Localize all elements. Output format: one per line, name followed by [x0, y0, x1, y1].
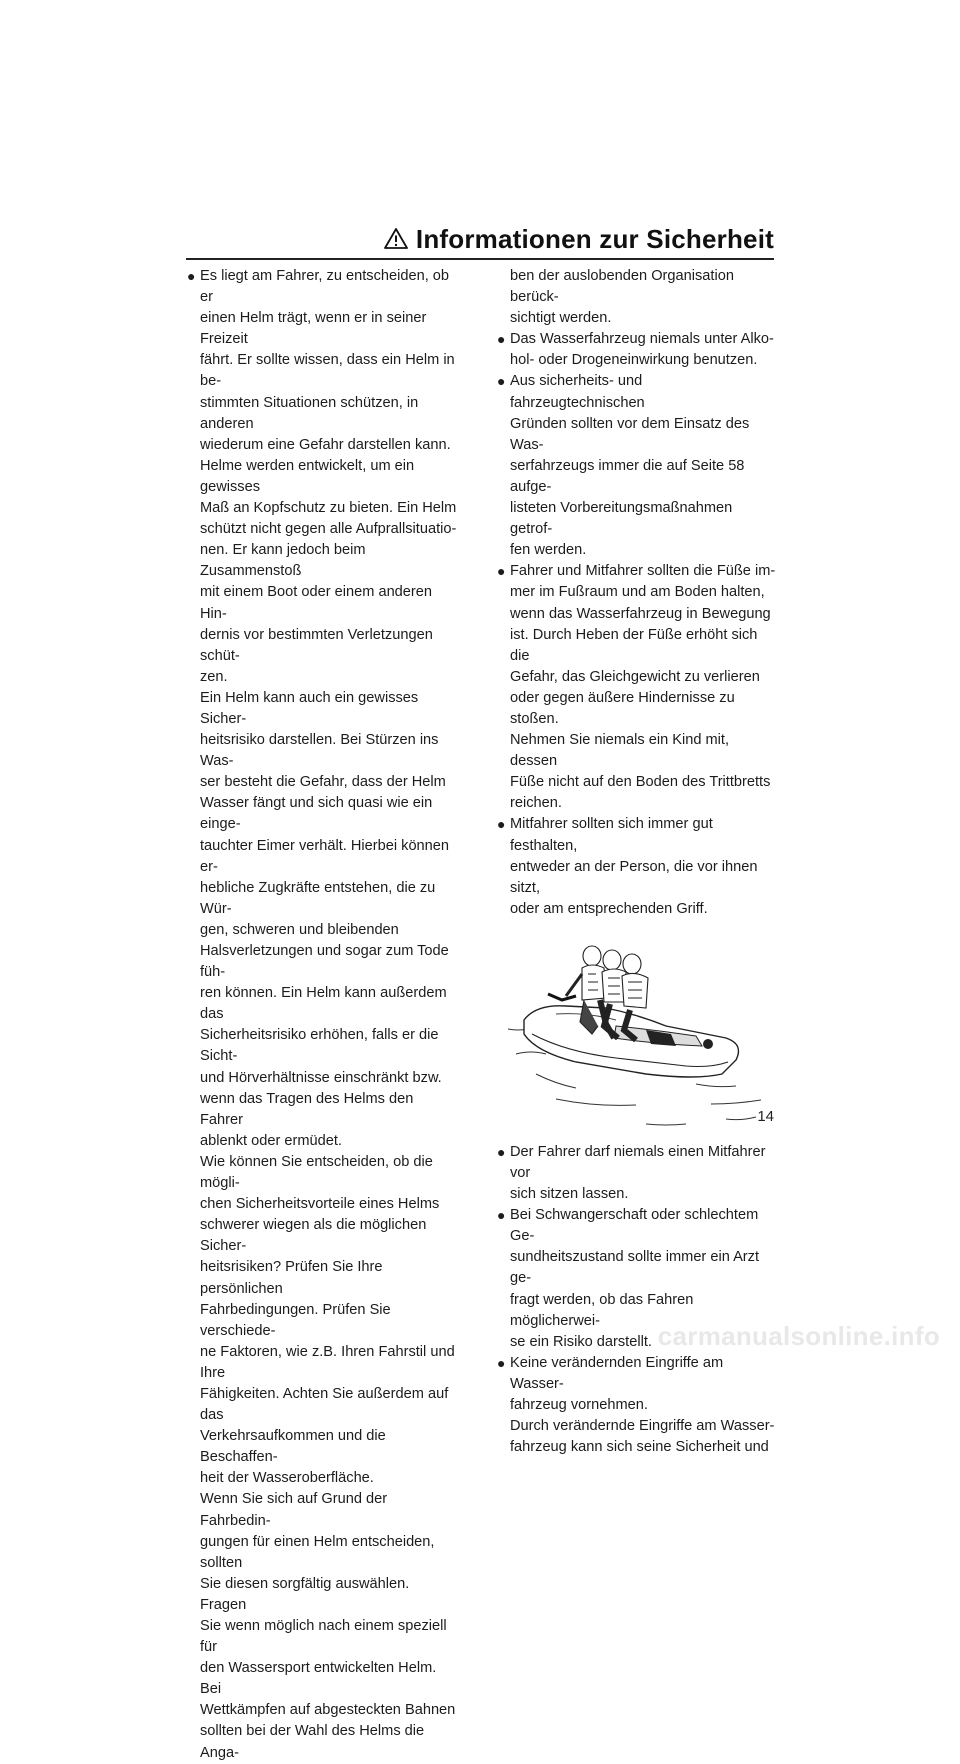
page-title: Informationen zur Sicherheit	[415, 223, 774, 254]
text-line: Aus sicherheits- und fahrzeugtechnischen	[510, 373, 645, 411]
text-line: fahrzeug vornehmen.	[510, 1397, 648, 1414]
watermark	[0, 1322, 960, 1358]
text-line: mer im Fußraum und am Boden halten,	[510, 584, 765, 601]
list-item	[496, 814, 776, 919]
text-line: den Wassersport entwickelten Helm. Bei	[200, 1660, 437, 1698]
header-rule	[186, 258, 774, 260]
text-line: ne Faktoren, wie z.B. Ihren Fahrstil und Ihre	[200, 1343, 455, 1381]
text-line: Durch verändernde Eingriffe am Wasser-	[510, 1418, 775, 1435]
text-line: ser besteht die Gefahr, dass der Helm	[200, 774, 446, 791]
text-line: heitsrisiko darstellen. Bei Stürzen ins Was-	[200, 732, 439, 770]
bullet-symbol: ●	[497, 1354, 506, 1371]
text-line: sich sitzen lassen.	[510, 1186, 629, 1203]
text-line: wenn das Tragen des Helms den Fahrer	[200, 1090, 414, 1128]
text-line: gen, schweren und bleibenden	[200, 921, 399, 938]
text-line: reichen.	[510, 795, 562, 812]
bullet-symbol: ●	[497, 373, 506, 390]
text-line: hebliche Zugkräfte entstehen, die zu Wür-	[200, 879, 436, 917]
list-item	[496, 329, 776, 371]
text-line: wenn das Wasserfahrzeug in Bewegung	[510, 605, 771, 622]
bullet-symbol: ●	[497, 816, 506, 833]
text-line: sichtigt werden.	[510, 310, 612, 327]
text-line: fragt werden, ob das Fahren möglicherwei-	[510, 1291, 694, 1329]
bullet-text	[200, 266, 458, 1764]
right-column	[496, 266, 776, 1458]
bullet-symbol: ●	[497, 1207, 506, 1224]
text-line: serfahrzeugs immer die auf Seite 58 aufge-	[510, 457, 745, 495]
text-line: nen. Er kann jedoch beim Zusammenstoß	[200, 542, 366, 580]
text-line: Mitfahrer sollten sich immer gut festhalten,	[510, 816, 713, 854]
text-line: Fahrer und Mitfahrer sollten die Füße im-	[510, 563, 776, 580]
text-line: listeten Vorbereitungsmaßnahmen getrof-	[510, 500, 733, 538]
left-column	[186, 266, 458, 1764]
text-line: Gefahr, das Gleichgewicht zu verlieren	[510, 668, 760, 685]
bullet-text	[510, 329, 776, 371]
text-line: Maß an Kopfschutz zu bieten. Ein Helm	[200, 500, 457, 517]
text-line: Ein Helm kann auch ein gewisses Sicher-	[200, 689, 419, 727]
text-line: gungen für einen Helm entscheiden, sollten	[200, 1533, 435, 1571]
text-line: Das Wasserfahrzeug niemals unter Alko-	[510, 331, 774, 348]
text-line: wiederum eine Gefahr darstellen kann.	[200, 436, 451, 453]
warning-triangle-icon	[384, 227, 408, 251]
text-line: ist. Durch Heben der Füße erhöht sich die	[510, 626, 758, 664]
text-line: dernis vor bestimmten Verletzungen schüt-	[200, 626, 433, 664]
text-line: Füße nicht auf den Boden des Trittbretts	[510, 774, 771, 791]
text-line: Sie wenn möglich nach einem speziell für	[200, 1618, 447, 1656]
text-line: entweder an der Person, die vor ihnen sitzt,	[510, 858, 758, 896]
text-line: fahrzeug kann sich seine Sicherheit und	[510, 1439, 769, 1456]
text-line: Fähigkeiten. Achten Sie außerdem auf das	[200, 1385, 449, 1424]
bullet-text	[510, 561, 776, 814]
text-line: Wettkämpfen auf abgesteckten Bahnen	[200, 1702, 456, 1719]
text-line: ben der auslobenden Organisation berück-	[510, 268, 734, 306]
text-line: ren können. Ein Helm kann außerdem das	[200, 985, 447, 1023]
continuation-text	[496, 266, 776, 329]
text-line: Wie können Sie entscheiden, ob die mögli-	[200, 1153, 433, 1192]
text-line: Es liegt am Fahrer, zu entscheiden, ob er	[200, 268, 450, 306]
list-item	[496, 1142, 776, 1205]
page-header	[186, 222, 774, 256]
list-item	[496, 1353, 776, 1458]
bullet-text	[510, 1142, 776, 1205]
page-number: 14	[757, 1108, 774, 1125]
bullet-symbol: ●	[187, 268, 196, 284]
text-line: Wenn Sie sich auf Grund der Fahrbedin-	[200, 1491, 388, 1529]
text-line: Wasser fängt und sich quasi wie ein einge-	[200, 795, 433, 833]
text-line: Bei Schwangerschaft oder schlechtem Ge-	[510, 1207, 759, 1245]
text-line: Der Fahrer darf niemals einen Mitfahrer vor	[510, 1143, 766, 1181]
bullet-text	[510, 814, 776, 919]
text-line: heit der Wasseroberfläche.	[200, 1470, 374, 1487]
text-line: fen werden.	[510, 542, 587, 559]
list-item	[496, 561, 776, 814]
text-line: oder gegen äußere Hindernisse zu stoßen.	[510, 689, 735, 727]
text-line: zen.	[200, 668, 228, 685]
bullet-symbol: ●	[497, 1143, 506, 1160]
list-item	[496, 371, 776, 561]
personal-watercraft-riders-image	[496, 934, 776, 1134]
text-line: Gründen sollten vor dem Einsatz des Was-	[510, 415, 750, 453]
text-line: einen Helm trägt, wenn er in seiner Freizeit	[200, 310, 427, 348]
text-line: hol- oder Drogeneinwirkung benutzen.	[510, 352, 758, 369]
text-line: Halsverletzungen und sogar zum Tode füh-	[200, 943, 449, 981]
bullet-text	[510, 1353, 776, 1458]
text-line: schwerer wiegen als die möglichen Sicher-	[200, 1217, 427, 1255]
text-line: heitsrisiken? Prüfen Sie Ihre persönlichen	[200, 1259, 383, 1297]
text-line: sundheitszustand sollte immer ein Arzt ge-	[510, 1249, 760, 1287]
text-line: fährt. Er sollte wissen, dass ein Helm in be-	[200, 352, 455, 390]
text-line: chen Sicherheitsvorteile eines Helms	[200, 1196, 440, 1213]
text-line: Fahrbedingungen. Prüfen Sie verschiede-	[200, 1301, 391, 1339]
text-line: und Hörverhältnisse einschränkt bzw.	[200, 1069, 442, 1086]
text-line: se ein Risiko darstellt.	[510, 1333, 652, 1350]
text-line: Helme werden entwickelt, um ein gewisses	[200, 457, 415, 495]
list-item	[186, 266, 458, 1764]
text-line: schützt nicht gegen alle Aufprallsituatio-	[200, 521, 457, 538]
bullet-symbol: ●	[497, 563, 506, 580]
text-line: tauchter Eimer verhält. Hierbei können er-	[200, 837, 450, 875]
text-line: sollten bei der Wahl des Helms die Anga-	[200, 1723, 425, 1761]
bullet-symbol: ●	[497, 331, 506, 348]
jetski-illustration	[496, 934, 776, 1134]
text-line: Keine verändernden Eingriffe am Wasser-	[510, 1354, 724, 1392]
text-line: mit einem Boot oder einem anderen Hin-	[200, 584, 433, 622]
text-line: Verkehrsaufkommen und die Beschaffen-	[200, 1428, 386, 1466]
text-line: Sie diesen sorgfältig auswählen. Fragen	[200, 1575, 410, 1613]
bullet-list-bottom	[496, 1142, 776, 1458]
watermark-text: carmanualsonline.info	[657, 1321, 940, 1351]
bullet-list-top	[496, 329, 776, 920]
text-line: ablenkt oder ermüdet.	[200, 1132, 342, 1149]
text-line: oder am entsprechenden Griff.	[510, 900, 708, 917]
bullet-text	[510, 371, 776, 561]
text-line: Sicherheitsrisiko erhöhen, falls er die Sicht-	[200, 1027, 439, 1065]
text-line: stimmten Situationen schützen, in anderen	[200, 394, 419, 432]
text-line: Nehmen Sie niemals ein Kind mit, dessen	[510, 732, 730, 770]
